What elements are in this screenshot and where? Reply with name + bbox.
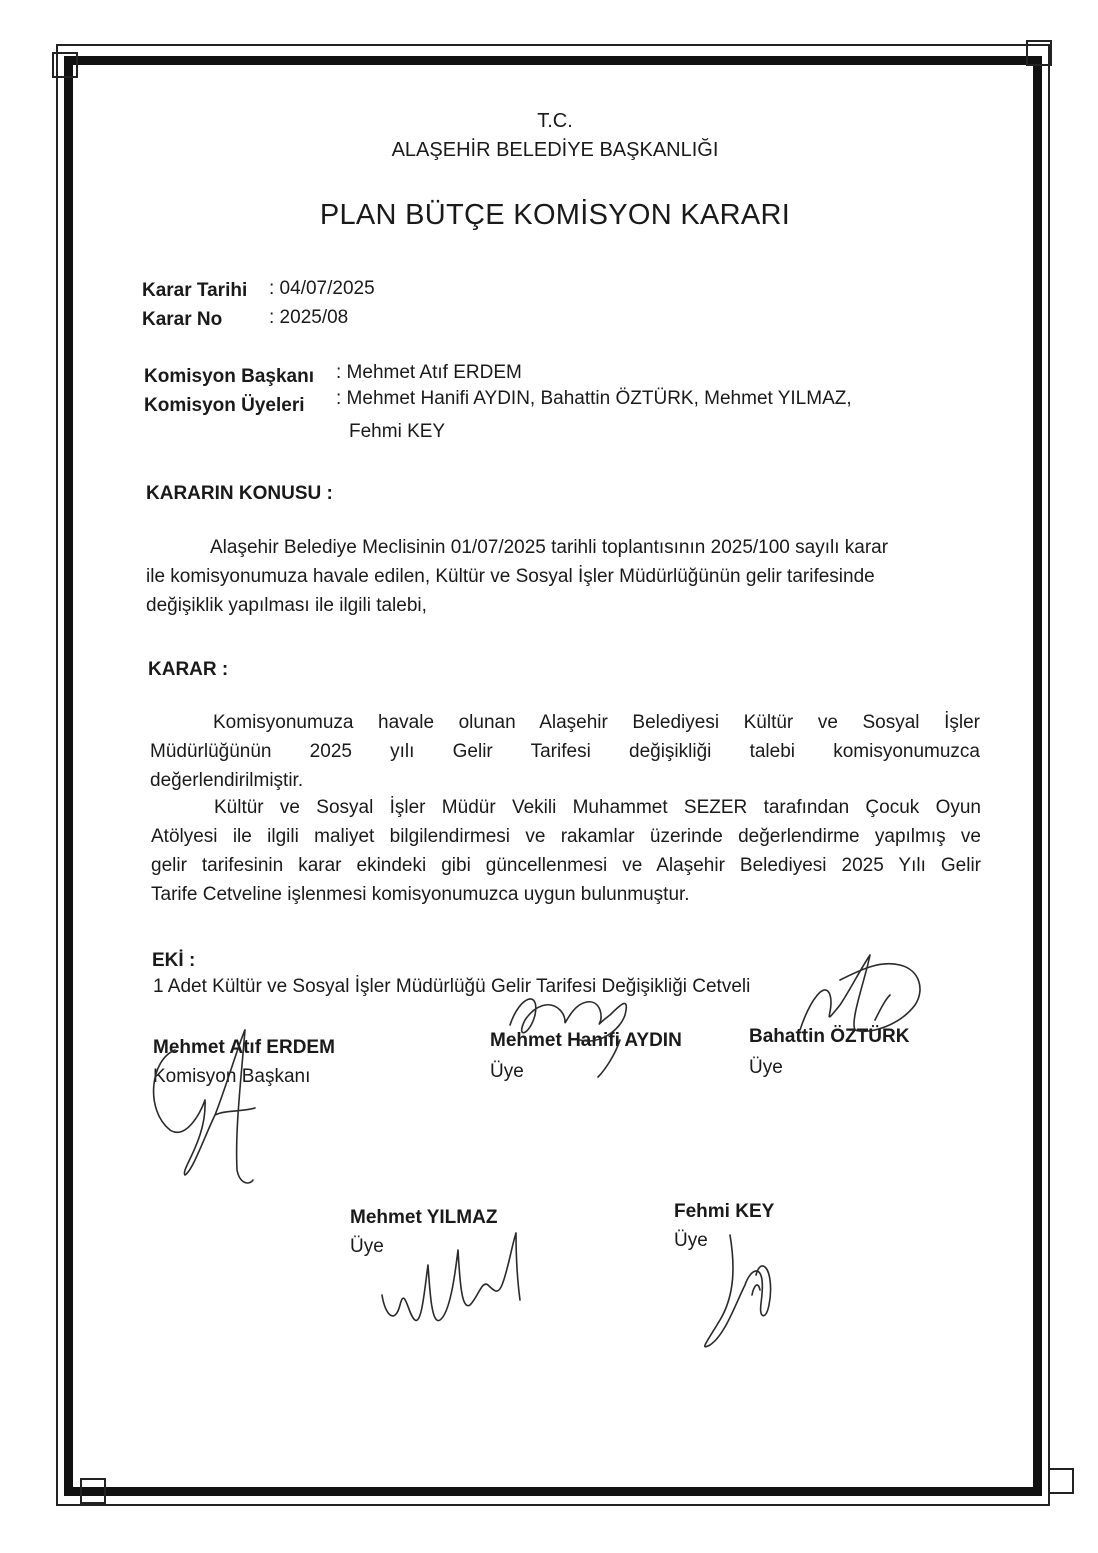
frame-corner-ornament [1048,1468,1074,1494]
decision-line: Komisyonumuza havale olunan Alaşehir Belediyesi Kültür ve Sosyal İşler [213,712,980,733]
signatory-role: Üye [350,1236,384,1257]
handwritten-signature [500,985,650,1080]
attachment-heading: EKİ : [152,950,196,971]
signatory-name: Fehmi KEY [674,1201,775,1222]
decision-date-value: : 04/07/2025 [269,278,375,299]
subject-line: değişiklik yapılması ile ilgili talebi, [146,595,427,616]
signatory-name: Mehmet YILMAZ [350,1207,498,1228]
decision-line: değerlendirilmiştir. [150,770,304,791]
handwritten-signature [690,1225,800,1355]
signatory-name: Mehmet Hanifi AYDIN [490,1030,682,1051]
commission-chair-label: Komisyon Başkanı [144,366,314,387]
signatory-role: Komisyon Başkanı [153,1066,311,1087]
decision-line: Kültür ve Sosyal İşler Müdür Vekili Muhammet SEZER tarafından Çocuk Oyun [214,797,981,818]
handwritten-signature [370,1225,530,1335]
signatory-role: Üye [490,1061,524,1082]
signatory-name: Mehmet Atıf ERDEM [153,1037,335,1058]
header-organization: ALAŞEHİR BELEDİYE BAŞKANLIĞI [391,139,719,161]
subject-line: Alaşehir Belediye Meclisinin 01/07/2025 tarihli toplantısının 2025/100 sayılı karar [210,537,889,558]
subject-line: ile komisyonumuza havale edilen, Kültür ve Sosyal İşler Müdürlüğünün gelir tarifesinde [146,566,875,587]
decision-heading: KARAR : [148,659,229,680]
signatory-name: Bahattin ÖZTÜRK [749,1026,910,1047]
decision-no-label: Karar No [142,309,223,330]
attachment-text: 1 Adet Kültür ve Sosyal İşler Müdürlüğü Gelir Tarifesi Değişikliği Cetveli [153,976,751,997]
decision-date-label: Karar Tarihi [142,280,248,301]
signatory-role: Üye [749,1057,783,1078]
decision-line: Müdürlüğünün 2025 yılı Gelir Tarifesi değişikliği talebi komisyonumuzca [150,741,980,762]
decision-line: Tarife Cetveline işlenmesi komisyonumuzca uygun bulunmuştur. [151,884,690,905]
handwritten-signature [780,950,930,1050]
commission-members-label: Komisyon Üyeleri [144,395,305,416]
frame-corner-ornament [52,52,78,78]
subject-heading: KARARIN KONUSU : [146,483,333,504]
subject-paragraph [146,533,976,620]
frame-corner-ornament [80,1478,106,1504]
decision-paragraph-1 [150,708,980,795]
commission-chair-value: : Mehmet Atıf ERDEM [336,362,522,383]
header-tc: T.C. [537,110,573,132]
document-title: PLAN BÜTÇE KOMİSYON KARARI [319,199,791,231]
handwritten-signature [145,1020,275,1195]
commission-members-value: : Mehmet Hanifi AYDIN, Bahattin ÖZTÜRK, Mehmet YILMAZ, [336,388,852,409]
decision-line: gelir tarifesinin karar ekindeki gibi güncellenmesi ve Alaşehir Belediyesi 2025 Yılı Gelir [151,855,981,876]
decision-line: Atölyesi ile ilgili maliyet bilgilendirmesi ve rakamlar üzerinde değerlendirme yapılmış ve [151,826,981,847]
decision-paragraph-2 [151,793,981,909]
decision-no-value: : 2025/08 [269,307,349,328]
commission-members-value-cont: Fehmi KEY [349,421,446,442]
frame-corner-ornament [1026,40,1052,66]
signatory-role: Üye [674,1230,708,1251]
